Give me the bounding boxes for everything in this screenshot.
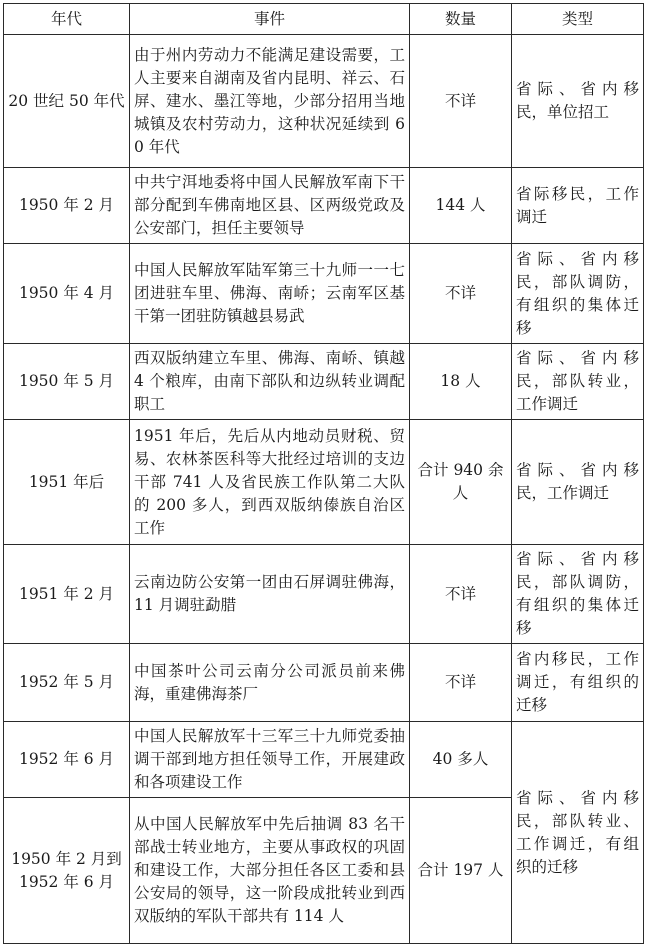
header-year: 年代 [4,4,130,35]
year-cell: 1951 年 2 月 [4,545,130,644]
table-row [4,168,644,244]
table-row [4,420,644,545]
event-cell: 中国人民解放军陆军第三十九师一一七团进驻车里、佛海、南峤；云南军区基干第一团驻防镇越县易武 [130,244,410,344]
count-cell: 144 人 [410,168,512,244]
count-cell: 40 多人 [410,722,512,798]
year-cell: 1951 年后 [4,420,130,545]
type-cell: 省际移民，工作调迁 [512,168,644,244]
event-cell: 1951 年后，先后从内地动员财税、贸易、农林茶医科等大批经过培训的支边干部 741 人及省民族工作队第二大队的 200 多人，到西双版纳傣族自治区工作 [130,420,410,545]
table-row [4,722,644,798]
type-cell: 省际、省内移民，部队转业、工作调迁，有组织的迁移 [512,722,644,944]
count-cell: 不详 [410,244,512,344]
event-cell: 中国人民解放军十三军三十九师党委抽调干部到地方担任领导工作，开展建政和各项建设工作 [130,722,410,798]
year-cell: 1952 年 6 月 [4,722,130,798]
count-cell: 不详 [410,35,512,168]
type-cell: 省际、省内移民，部队调防，有组织的集体迁移 [512,244,644,344]
document-page [3,3,644,944]
table-row [4,545,644,644]
year-cell: 1950 年 5 月 [4,344,130,420]
year-cell: 1950 年 4 月 [4,244,130,344]
table-row [4,244,644,344]
event-cell: 由于州内劳动力不能满足建设需要，工人主要来自湖南及省内昆明、祥云、石屏、建水、墨江等地，少部分招用当地城镇及农村劳动力，这种状况延续到 60 年代 [130,35,410,168]
type-cell: 省际、省内移民，单位招工 [512,35,644,168]
header-type: 类型 [512,4,644,35]
header-count: 数量 [410,4,512,35]
year-cell: 1950 年 2 月到 1952 年 6 月 [4,798,130,944]
count-cell: 合计 197 人 [410,798,512,944]
type-cell: 省际、省内移民，部队转业，工作调迁 [512,344,644,420]
migration-table [3,3,644,944]
count-cell: 18 人 [410,344,512,420]
type-cell: 省际、省内移民，工作调迁 [512,420,644,545]
count-cell: 不详 [410,545,512,644]
count-cell: 合计 940 余人 [410,420,512,545]
event-cell: 中共宁洱地委将中国人民解放军南下干部分配到车佛南地区县、区两级党政及公安部门，担任主要领导 [130,168,410,244]
event-cell: 中国茶叶公司云南分公司派员前来佛海，重建佛海茶厂 [130,644,410,722]
table-row [4,35,644,168]
year-cell: 1952 年 5 月 [4,644,130,722]
event-cell: 云南边防公安第一团由石屏调驻佛海，11 月调驻勐腊 [130,545,410,644]
type-cell: 省内移民，工作调迁，有组织的迁移 [512,644,644,722]
count-cell: 不详 [410,644,512,722]
year-cell: 20 世纪 50 年代 [4,35,130,168]
year-cell: 1950 年 2 月 [4,168,130,244]
table-row [4,344,644,420]
table-header-row [4,4,644,35]
header-event: 事件 [130,4,410,35]
event-cell: 从中国人民解放军中先后抽调 83 名干部战士转业地方，主要从事政权的巩固和建设工作，大部分担任各区工委和县公安局的领导，这一阶段成批转业到西双版纳的军队干部共有 114 人 [130,798,410,944]
type-cell: 省际、省内移民，部队调防，有组织的集体迁移 [512,545,644,644]
event-cell: 西双版纳建立车里、佛海、南峤、镇越 4 个粮库，由南下部队和边纵转业调配职工 [130,344,410,420]
table-row [4,644,644,722]
